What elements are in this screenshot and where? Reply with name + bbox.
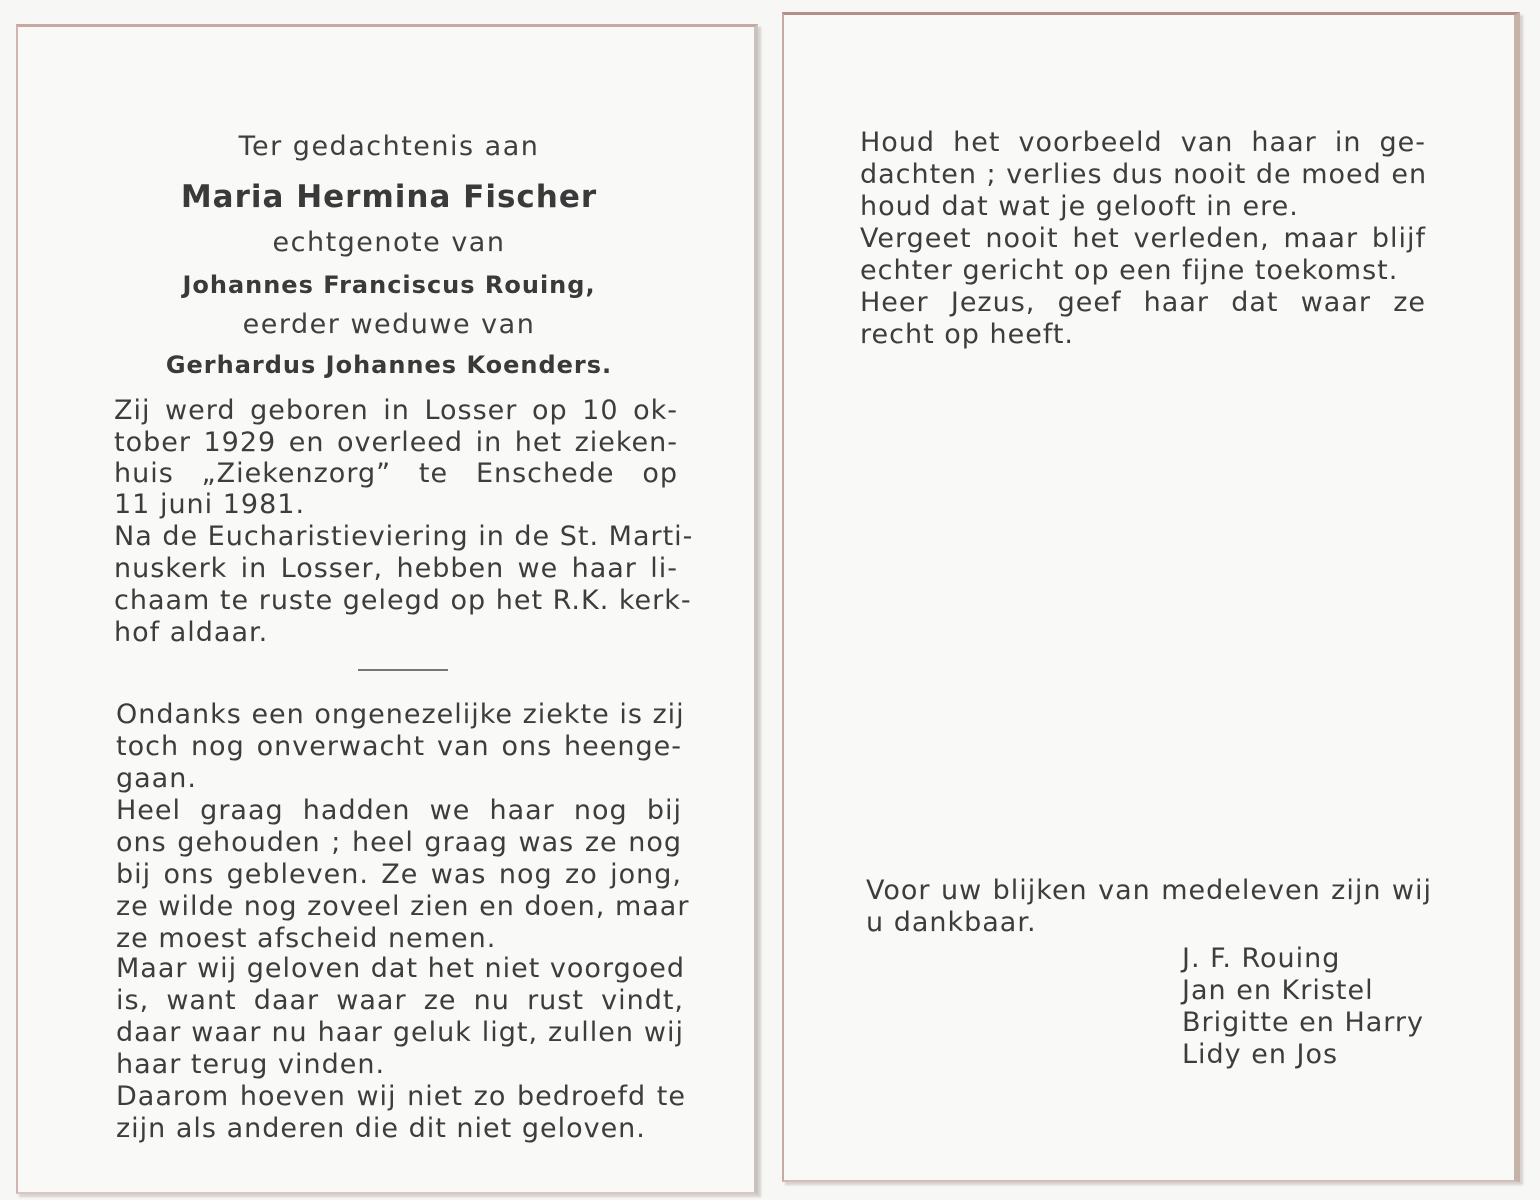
verse-line: dachten ; verlies dus nooit de moed en — [860, 159, 1428, 190]
signatory: Jan en Kristel — [1182, 975, 1374, 1006]
intro-text: Ter gedachtenis aan — [238, 131, 540, 162]
reflection-line: ze moest afscheid nemen. — [116, 923, 497, 954]
reflection-line: Daarom hoeven wij niet zo bedroefd te — [116, 1081, 686, 1112]
reflection-line: haar terug vinden. — [116, 1049, 386, 1080]
bio-line: hof aldaar. — [114, 617, 269, 648]
former-spouse-name: Gerhardus Johannes Koenders. — [165, 351, 613, 379]
bio-line: Zij werd geboren in Losser op 10 ok- — [114, 395, 678, 426]
reflection-line: is, want daar waar ze nu rust vindt, — [116, 985, 684, 1016]
bio-line: Na de Eucharistieviering in de St. Marti- — [114, 521, 694, 552]
signatory: Lidy en Jos — [1182, 1039, 1339, 1070]
reflection-line: ze wilde nog zoveel zien en doen, maar — [116, 891, 690, 922]
bio-line: tober 1929 en overleed in het zieken- — [114, 427, 678, 458]
verse-line: Heer Jezus, geef haar dat waar ze — [860, 287, 1426, 318]
bio-line: 11 juni 1981. — [114, 489, 306, 520]
former-spouse-intro: eerder weduwe van — [242, 309, 536, 340]
memorial-card-front — [16, 24, 758, 1194]
reflection-line: bij ons gebleven. Ze was nog zo jong, — [116, 859, 682, 890]
bio-line: nuskerk in Losser, hebben we haar li- — [114, 553, 678, 584]
verse-line: Vergeet nooit het verleden, maar blijf — [860, 223, 1426, 254]
deceased-name: Maria Hermina Fischer — [180, 179, 598, 215]
signatory: Brigitte en Harry — [1182, 1007, 1424, 1038]
reflection-line: zijn als anderen die dit niet geloven. — [116, 1113, 646, 1144]
reflection-line: daar waar nu haar geluk ligt, zullen wij — [116, 1017, 684, 1048]
verse-line: recht op heeft. — [860, 319, 1075, 350]
reflection-line: toch nog onverwacht van ons heenge- — [116, 731, 682, 762]
reflection-line: Heel graag hadden we haar nog bij — [116, 795, 682, 826]
signatory: J. F. Rouing — [1182, 943, 1341, 974]
reflection-line: gaan. — [116, 763, 197, 794]
memorial-card-back — [782, 12, 1520, 1182]
verse-line: Houd het voorbeeld van haar in ge- — [860, 127, 1426, 158]
spouse-intro: echtgenote van — [272, 227, 506, 258]
spouse-name: Johannes Franciscus Rouing, — [182, 271, 596, 299]
reflection-line: ons gehouden ; heel graag was ze nog — [116, 827, 682, 858]
verse-line: houd dat wat je gelooft in ere. — [860, 191, 1299, 222]
verse-line: echter gericht op een fijne toekomst. — [860, 255, 1399, 286]
thanks-line: u dankbaar. — [866, 907, 1037, 938]
reflection-line: Ondanks een ongenezelijke ziekte is zij — [116, 699, 685, 730]
bio-line: chaam te ruste gelegd op het R.K. kerk- — [114, 585, 692, 616]
thanks-line: Voor uw blijken van medeleven zijn wij — [866, 875, 1432, 906]
reflection-line: Maar wij geloven dat het niet voorgoed — [116, 953, 685, 984]
bio-line: huis „Ziekenzorg” te Enschede op — [114, 458, 678, 489]
section-divider — [358, 669, 448, 671]
